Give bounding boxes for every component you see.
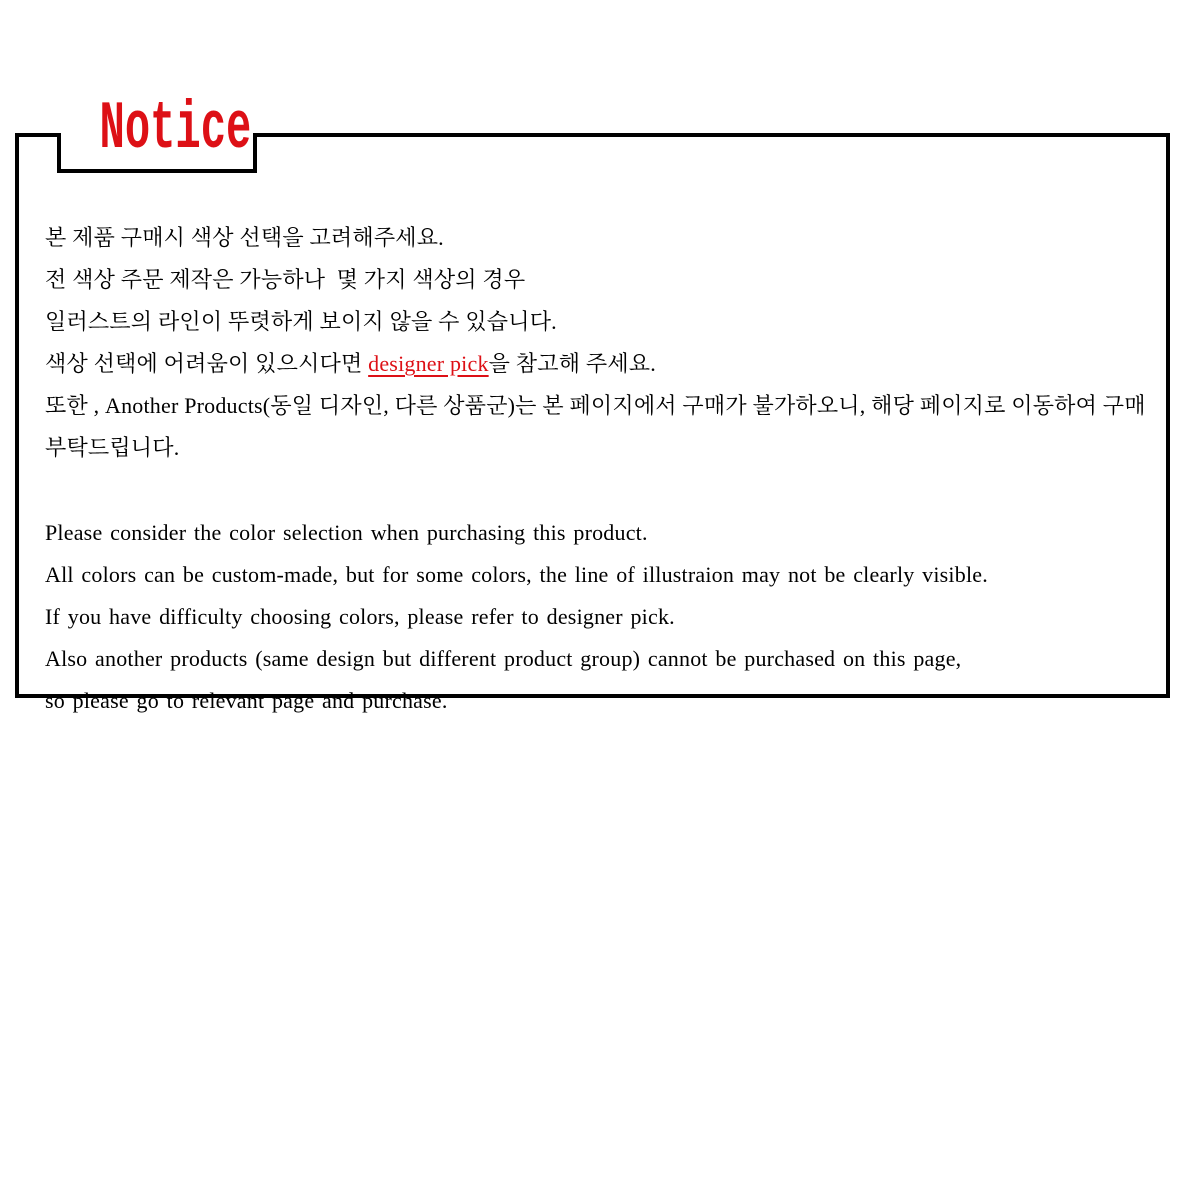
english-line-4: Also another products (same design but different product group) cannot be purchased on this page,: [45, 646, 962, 671]
english-line-1: Please consider the color selection when purchasing this product.: [45, 520, 648, 545]
korean-line-4-pre: 색상 선택에 어려움이 있으시다면: [45, 351, 369, 376]
korean-line-1: 본 제품 구매시 색상 선택을 고려해주세요.: [45, 225, 444, 250]
designer-pick-link[interactable]: designer pick: [368, 351, 489, 376]
korean-line-4-post: 을 참고해 주세요.: [488, 351, 656, 376]
notice-box: [15, 91, 1170, 713]
korean-line-4: [45, 343, 1150, 385]
notice-content: [45, 137, 1150, 722]
english-line-5: so please go to relevant page and purchase.: [45, 688, 448, 713]
korean-line-2: 전 색상 주문 제작은 가능하나 몇 가지 색상의 경우: [45, 267, 526, 292]
english-paragraph: [45, 512, 1150, 722]
korean-paragraph: [45, 217, 1150, 469]
korean-line-5: 또한 , Another Products(동일 디자인, 다른 상품군)는 본 페이지에서 구매가 불가하오니, 해당 페이지로 이동하여 구매 부탁드립니다.: [45, 393, 1152, 460]
english-line-3: If you have difficulty choosing colors, please refer to designer pick.: [45, 604, 675, 629]
notice-title-text: Notice: [99, 91, 252, 168]
english-line-2: All colors can be custom-made, but for some colors, the line of illustraion may not be clearly visible.: [45, 562, 988, 587]
korean-line-3: 일러스트의 라인이 뚜렷하게 보이지 않을 수 있습니다.: [45, 309, 557, 334]
